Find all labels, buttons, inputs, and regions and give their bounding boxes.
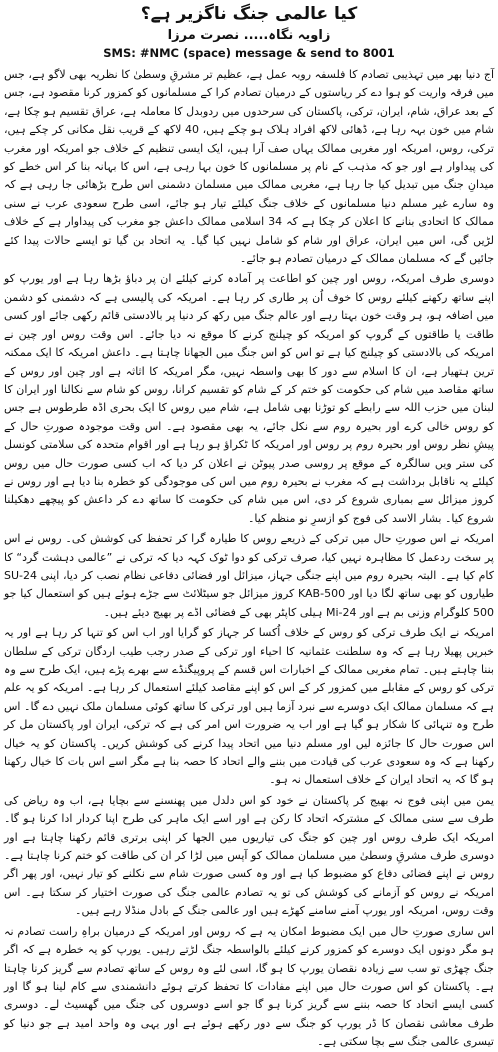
- article-paragraph: امریکہ نے ایک طرف ترکی کو روس کے خلاف اُکسا کر جہاز کو گرایا اور اب اس کو تنہا کر رہا ہے اور یہ خبریں پھیلا رہا ہے کہ وہ سلطنت عثمانیہ کا احیاء اور ترکی کے صدر رجب طیب اردگان ترکی کے سلطان بننا چاہتے ہیں۔ تمام مغربی ممالک کے اخبارات اس قسم کے پروپیگنڈے سے بھرے پڑے ہیں، ایک طرح سے وہ ترکی کو روس کے مقابلے میں کمزور کر کے اس کو اپنے مقاصد کیلئے استعمال کر رہا ہے۔ امریکہ کو یہ علم ہے کہ مسلمان ممالک ایک دوسرے سے نبرد آزما ہیں اور ترکی کا ساتھ کوئی مسلمان ملک نہیں دے گا۔ اس طرح وہ تنہائی کا شکار ہو گیا ہے اور اب یہ ضرورت اس امر کی ہے کہ ترکی، ایران اور پاکستان مل کر اس صورت حال کا جائزہ لیں اور مسلم دنیا میں اتحاد پیدا کرنے کی کوشش کریں۔ پاکستان کو یہ خیال رکھنا ہے کہ وہ سعودی عرب کی قیادت میں بننے والے اتحاد کا حصہ بنا ہے مگر اسے اس بات کا خیال رکھنا ہو گا کہ یہ اتحاد ایران کے خلاف استعمال نہ ہو۔: [4, 626, 494, 787]
- article-paragraph: امریکہ نے اس صورتِ حال میں ترکی کے ذریعے روس کا طیارہ گرا کر تحفظ کی کوشش کی۔ روس نے اس پر سخت ردعمل کا مظاہرہ نہیں کیا، صرف ترکی کو دوا ٹوک کہہ دیا کہ ترکی نے ”عالمی دہشت گرد“ کا کام کیا ہے۔ البتہ بحیرہ روم میں اپنے جنگی جہاز، میزائل اور فضائی دفاعی نظام نصب کر دیا، اپنی SU-24 طیاروں کو بھی ساتھ لگا دیا اور KAB-500 کروز میزائل جو سیٹلائٹ سے جڑے ہوئے ہیں کو استعمال کیا جو 500 کلوگرام وزنی بم ہے اور Mi-24 ہیلی کاپٹر بھی کے فضائی اڈے پر بھیج دیئے ہیں۔: [4, 532, 494, 619]
- sms-instruction: SMS: #NMC (space) message & send to 8001: [103, 46, 395, 60]
- article-paragraph: آج دنیا بھر میں تہذیبی تصادم کا فلسفہ روبہ عمل ہے، عظیم تر مشرقِ وسطیٰ کا نظریہ بھی لاگو ہے، جس میں فرقہ واریت کو ہوا دے کر ریاستوں کے درمیان تصادم کرا کے مسلمانوں کو کمزور کرنا مقصود ہے، جس کے بعد عراق، شام، ایران، ترکی، پاکستان کی سرحدوں میں ردوبدل کا معاملہ ہے، عراق تقسیم ہو چکا ہے، شام میں خون بہہ رہا ہے، ڈھائی لاکھ افراد ہلاک ہو چکے ہیں، 40 لاکھ کے قریب نقل مکانی کر چکے ہیں، ترکی، روس، امریکہ اور مغربی ممالک یہاں صف آرا ہیں، ایک ایسی تنظیم کے خلاف جو امریکہ اور مغرب کی پیداوار ہے اور جو کہ مذہب کے نام پر مسلمانوں کا خون بہا رہی ہے، اس کا بہانہ بنا کر اس خطے کو میدانِ جنگ میں تبدیل کیا جا رہا ہے، مغربی ممالک میں مسلمان دشمنی اس طرح بڑھائی جا رہی ہے کہ وہ سارے غیر مسلم دنیا مسلمانوں کے خلاف جنگ کیلئے تیار ہو جائے، اسی طرح سعودی عرب نے سنی ممالک کا اتحادی بنانے کا اعلان کر چکا ہے کہ 34 اسلامی ممالک داعش جو مغرب کی پیداوار ہے کے خلاف لڑیں گی، اس میں ایران، عراق اور شام کو شامل نہیں کیا گیا۔ یہ اتحاد بن گیا تو ایسے حالات پیدا کئے جائیں گے کہ مسلمان ممالک کے درمیان تصادم ہو جائے۔: [4, 68, 494, 266]
- article-byline: زاویہ نگاہ..... نصرت مرزا: [167, 28, 331, 43]
- article-paragraph: یمن میں اپنی فوج نہ بھیج کر پاکستان نے خود کو اس دلدل میں پھنسنے سے بچایا ہے، اب وہ ریاض کی طرف سے سنی ممالک کے مشترکہ اتحاد کا رکن ہے اور اسے ایک ماہر کی طرح اپنا کردار ادا کرنا ہو گا۔ امریکہ ایک طرف روس اور چین کو جنگ کی تیاریوں میں الجھا کر اپنی برتری قائم رکھنا چاہتا ہے اور دوسری طرف مشرقِ وسطیٰ میں مسلمان ممالک کو آپس میں لڑا کر ان کی طاقت کو ختم کرنا چاہتا ہے۔ روس نے اپنے فضائی دفاع کو مضبوط کیا ہے اور وہ کسی صورت شام سے نکلنے کو تیار نہیں، اور پھر اگر امریکہ نے روس کو آزمانے کی کوشش کی تو یہ تصادم عالمی جنگ کی صورت اختیار کر سکتا ہے۔ اس وقت روس، امریکہ اور یورپ آمنے سامنے کھڑے ہیں اور عالمی جنگ کے بادل منڈلا رہے ہیں۔: [4, 793, 494, 918]
- article-paragraph: اس ساری صورتِ حال میں ایک مضبوط امکان یہ ہے کہ روس اور امریکہ کے درمیان براہِ راست تصادم نہ ہو مگر دونوں ایک دوسرے کو کمزور کرنے کیلئے بالواسطہ جنگ لڑتے رہیں۔ یورپ کو یہ خطرہ ہے کہ اگر جنگ چھڑی تو سب سے زیادہ نقصان یورپ کا ہو گا، اسی لئے وہ روس کے ساتھ تصادم سے گریز کرنا چاہتا ہے۔ پاکستان کو اس صورت حال میں اپنے مفادات کا تحفظ کرتے ہوئے دانشمندی سے کام لینا ہو گا اور کسی ایسے اتحاد کا حصہ بننے سے گریز کرنا ہو گا جو اسے دوسروں کی جنگ میں گھسیٹ لے۔ دوسری طرف معاشی نقصان کا ڈر یورپ کو جنگ سے دور رکھے ہوئے ہے اور یہی وہ واحد امید ہے جو دنیا کو تیسری عالمی جنگ سے بچا سکتی ہے۔: [4, 924, 494, 1049]
- article-body: [4, 66, 494, 1049]
- article-title: کیا عالمی جنگ ناگزیر ہے؟: [140, 4, 358, 24]
- article-paragraph: دوسری طرف امریکہ، روس اور چین کو اطاعت پر آمادہ کرنے کیلئے ان پر دباؤ بڑھا رہا ہے اور یورپ کو اپنے ساتھ رکھنے کیلئے روس کا خوف اُن پر طاری کر رہا ہے۔ امریکہ کی پالیسی ہے کہ دشمنی کو دشمن میں اضافہ ہو، ہر وقت خون بہتا رہے اور عالم جنگ میں رکھ کر دنیا پر بالادستی قائم رکھی جائے اور کسی طاقت یا طاقتوں کے گروپ کو امریکہ کو چیلنج کرنے کا موقع نہ دیا جائے۔ اس وقت روس اور چین نے امریکہ کی بالادستی کو چیلنج کیا ہے تو اس کو اس جنگ میں الجھانا چاہتا ہے۔ داعش امریکہ کا ایک ممکنہ ترین ہتھیار ہے، ان کا اسلام سے دور کا بھی واسطہ نہیں، مگر امریکہ کا اثاثہ ہے اور چین اور روس کے ساتھ مقاصد میں شام کی حکومت کو ختم کر کے شام کو تقسیم کرانا، روس کو شام سے نکالنا اور ایران کا لبنان میں حزب اللہ سے رابطے کو توڑنا بھی شامل ہے، شام میں روس کا ایک بحری اڈہ طرطوس ہے جس کو روس خالی کرے اور بحیرہ روم سے نکل جائے، یہ بھی مقصود ہے۔ اس وقت موجودہ صورتِ حال کے پیشِ نظر روس اور بحیرہ روم پر روس اور امریکہ کا ٹکراؤ ہو رہا ہے اور اقوام متحدہ کی سلامتی کونسل کی ستر ویں سالگرہ کے موقع پر روسی صدر پیوٹن نے اعلان کر دیا کہ اب کسی صورت حال میں روس کیلئے یہ ناقابل برداشت ہے کہ مغرب نے بحیرہ روم میں اس کی موجودگی کو خطرہ بنا دیا ہے اور روس نے کروز میزائل سے بمباری شروع کر دی، اس میں شام کی حکومت کا ساتھ دے کر داعش کو پیچھے دھکیلنا شروع کیا۔ بشار الاسد کی فوج کو ازسرِ نو منظم کیا۔: [4, 272, 494, 525]
